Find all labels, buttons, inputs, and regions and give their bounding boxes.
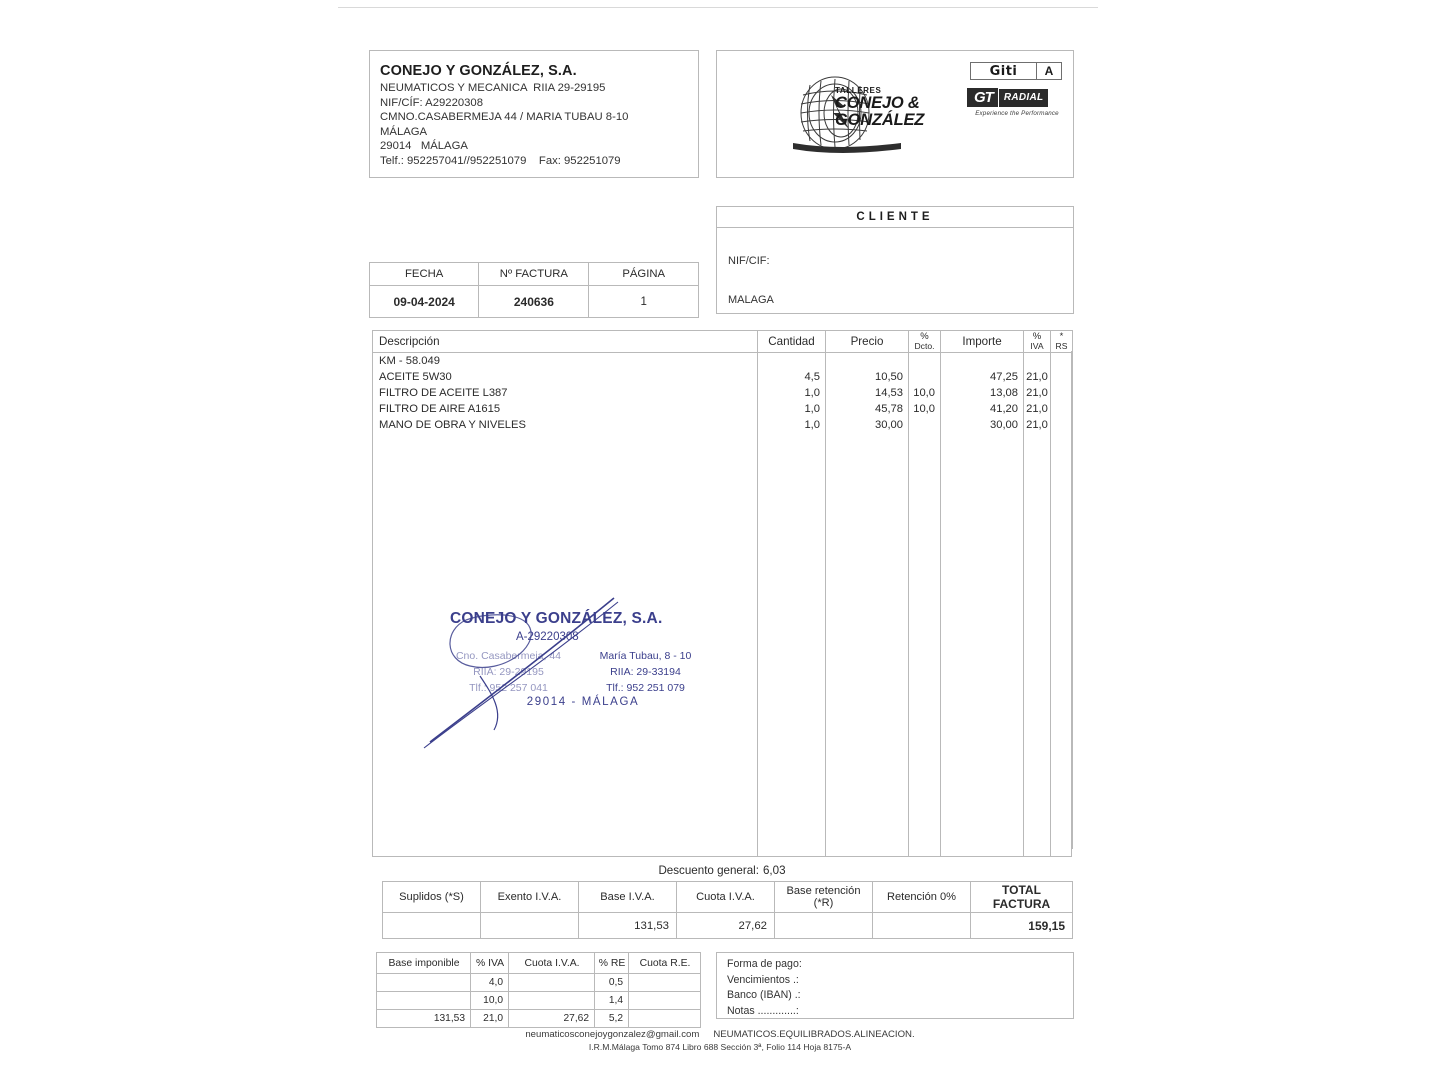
stamp-nif: A-29220308: [516, 631, 579, 643]
line-item-amount: [941, 353, 1024, 370]
issuer-nif: NIF/CÍF: A29220308: [380, 96, 483, 109]
general-discount-value: 6,03: [762, 864, 786, 877]
line-item-row: [373, 385, 1073, 401]
line-item-row-empty: [373, 801, 1073, 817]
vat-header-cuota-re: Cuota R.E.: [629, 953, 701, 974]
tyre-logo-wordmark: [835, 87, 924, 128]
line-item-row-empty: [373, 561, 1073, 577]
line-item-quantity: 4,5: [758, 369, 826, 385]
issuer-phone-fax: Telf.: 952257041//952251079 Fax: 952251079: [380, 154, 621, 167]
line-item-discount: [909, 369, 941, 385]
logo-gonzalez-label: GONZÁLEZ: [835, 110, 925, 129]
line-item-vat: 21,0: [1024, 369, 1051, 385]
line-item-quantity: [758, 353, 826, 370]
vat-breakdown-row: [377, 992, 701, 1010]
col-header-iva: [1024, 331, 1051, 353]
totals-value-base-retencion: [775, 913, 873, 939]
vat-row-pct-re: 1,4: [595, 992, 629, 1010]
line-item-amount: 41,20: [941, 401, 1024, 417]
line-item-description: FILTRO DE AIRE A1615: [373, 401, 758, 417]
giti-wordmark: Giti: [989, 63, 1018, 79]
value-numero-factura: 240636: [479, 286, 589, 318]
footer-services: NEUMATICOS.EQUILIBRADOS.ALINEACION.: [713, 1029, 915, 1040]
general-discount-line: [372, 864, 1072, 877]
line-item-discount: [909, 417, 941, 433]
line-item-row-empty: [373, 513, 1073, 529]
col-header-rs-star: *: [1059, 331, 1064, 343]
stamp-left-phone: Tlf.: 952 257 041: [469, 682, 548, 694]
totals-table: [382, 881, 1073, 939]
page-footer: [0, 1029, 1440, 1052]
line-item-price: 10,50: [826, 369, 909, 385]
line-item-vat: 21,0: [1024, 385, 1051, 401]
line-item-row-empty: [373, 769, 1073, 785]
value-pagina: 1: [589, 286, 699, 318]
vat-row-cuota-re: [629, 992, 701, 1010]
gt-wordmark: GT: [967, 88, 998, 107]
line-item-rs: [1051, 369, 1073, 385]
vat-row-cuota-re: [629, 1010, 701, 1028]
invoice-meta-table: [369, 262, 699, 318]
issuer-postal-city: 29014 MÁLAGA: [380, 140, 468, 152]
company-stamp: [428, 600, 728, 750]
vat-row-base: [377, 974, 471, 992]
vat-header-cuota-iva: Cuota I.V.A.: [509, 953, 595, 974]
totals-value-cuota-iva: 27,62: [677, 913, 775, 939]
vat-breakdown-header-row: [377, 953, 701, 974]
brand-logo-box: [716, 50, 1074, 178]
general-discount-label: Descuento general:: [658, 864, 759, 877]
vat-header-pct-iva: % IVA: [471, 953, 509, 974]
giti-mark-icon: A: [1036, 63, 1061, 79]
stamp-right-address: María Tubau, 8 - 10: [599, 650, 692, 662]
vat-breakdown-row: [377, 1010, 701, 1028]
line-item-row: [373, 401, 1073, 417]
vat-row-pct-iva: 4,0: [471, 974, 509, 992]
line-item-row-empty: [373, 545, 1073, 561]
payment-due-dates-label: Vencimientos .:: [727, 973, 799, 986]
value-fecha: 09-04-2024: [370, 286, 479, 318]
footer-contact-line: [0, 1029, 1440, 1040]
line-items-header-row: [373, 331, 1073, 353]
col-header-importe: Importe: [941, 331, 1024, 353]
vat-row-base: 131,53: [377, 1010, 471, 1028]
footer-email: neumaticosconejoygonzalez@gmail.com: [525, 1029, 700, 1040]
line-item-price: 14,53: [826, 385, 909, 401]
vat-row-cuota-iva: [509, 974, 595, 992]
payment-notes-label: Notas .............:: [727, 1004, 799, 1017]
client-box: [716, 206, 1074, 314]
line-item-rs: [1051, 353, 1073, 370]
col-header-rs: [1051, 331, 1073, 353]
totals-header-total-factura: TOTAL FACTURA: [971, 882, 1073, 913]
line-items-bottom-rule: [372, 856, 1072, 857]
line-item-vat: [1024, 353, 1051, 370]
client-city: MALAGA: [728, 294, 774, 306]
line-item-row-empty: [373, 497, 1073, 513]
line-item-discount: [909, 353, 941, 370]
vat-breakdown-body: [377, 974, 701, 1028]
line-item-quantity: 1,0: [758, 385, 826, 401]
line-item-discount: 10,0: [909, 401, 941, 417]
line-item-row-empty: [373, 785, 1073, 801]
totals-value-exento-iva: [481, 913, 579, 939]
invoice-meta-header-row: [370, 263, 699, 286]
vat-row-pct-iva: 21,0: [471, 1010, 509, 1028]
line-item-row: [373, 417, 1073, 433]
line-item-row: [373, 353, 1073, 370]
line-item-row-empty: [373, 817, 1073, 833]
col-header-cantidad: Cantidad: [758, 331, 826, 353]
line-item-row: [373, 369, 1073, 385]
line-item-price: 45,78: [826, 401, 909, 417]
col-header-iva-label: IVA: [1030, 340, 1044, 351]
vat-row-pct-re: 0,5: [595, 974, 629, 992]
totals-value-base-iva: 131,53: [579, 913, 677, 939]
stamp-right-phone: Tlf.: 952 251 079: [606, 682, 685, 694]
line-item-row-empty: [373, 833, 1073, 849]
line-item-quantity: 1,0: [758, 401, 826, 417]
gt-radial-bar: [967, 88, 1067, 107]
vat-header-pct-re: % RE: [595, 953, 629, 974]
logo-talleres-label: TALLERES: [835, 86, 882, 95]
client-nif-label: NIF/CIF:: [728, 255, 770, 267]
line-item-rs: [1051, 417, 1073, 433]
col-header-rs-label: RS: [1055, 340, 1068, 351]
line-item-quantity: 1,0: [758, 417, 826, 433]
payment-bank-iban-label: Banco (IBAN) .:: [727, 989, 801, 1001]
stamp-left-address-block: [436, 648, 581, 696]
client-heading: CLIENTE: [717, 207, 1073, 228]
line-item-row-empty: [373, 465, 1073, 481]
col-header-descuento: [909, 331, 941, 353]
footer-registry: I.R.M.Málaga Tomo 874 Libro 688 Sección 3ª, Folio 114 Hoja 8175-A: [588, 1042, 852, 1052]
stamp-right-riia: RIIA: 29-33194: [610, 666, 681, 678]
col-header-precio: Precio: [826, 331, 909, 353]
vat-row-cuota-iva: 27,62: [509, 1010, 595, 1028]
payment-method-label: Forma de pago:: [727, 958, 802, 970]
col-header-descuento-label: Dcto.: [914, 340, 935, 351]
line-item-description: KM - 58.049: [373, 353, 758, 370]
line-item-rs: [1051, 401, 1073, 417]
header-fecha: FECHA: [370, 263, 479, 286]
totals-header-base-iva: Base I.V.A.: [579, 882, 677, 913]
line-item-price: [826, 353, 909, 370]
invoice-meta-value-row: [370, 286, 699, 318]
totals-header-cuota-iva: Cuota I.V.A.: [677, 882, 775, 913]
giti-logo: [970, 62, 1062, 80]
totals-value-retencion: [873, 913, 971, 939]
line-item-price: 30,00: [826, 417, 909, 433]
stamp-company-name: CONEJO Y GONZÁLEZ, S.A.: [450, 610, 663, 627]
vat-header-base-imponible: Base imponible: [377, 953, 471, 974]
issuer-province: MÁLAGA: [380, 125, 428, 138]
vat-row-pct-iva: 10,0: [471, 992, 509, 1010]
stamp-left-riia: RIIA: 29-29195: [473, 666, 544, 678]
issuer-details-box: [369, 50, 699, 178]
payment-details-box: [716, 952, 1074, 1019]
issuer-activity: NEUMATICOS Y MECANICA RIIA 29-29195: [380, 82, 606, 94]
vat-breakdown-row: [377, 974, 701, 992]
line-item-row-empty: [373, 753, 1073, 769]
vat-row-base: [377, 992, 471, 1010]
line-item-vat: 21,0: [1024, 401, 1051, 417]
stamp-left-address: Cno. Casabermeja, 44: [455, 650, 562, 662]
gt-radial-logo: [967, 88, 1067, 117]
issuer-name: CONEJO Y GONZÁLEZ, S.A.: [380, 63, 577, 79]
line-item-amount: 47,25: [941, 369, 1024, 385]
line-item-rs: [1051, 385, 1073, 401]
col-header-iva-pct: %: [1032, 331, 1042, 343]
line-item-description: MANO DE OBRA Y NIVELES: [373, 417, 758, 433]
line-item-row-empty: [373, 433, 1073, 449]
vat-row-cuota-re: [629, 974, 701, 992]
totals-header-row: [383, 882, 1073, 913]
line-item-amount: 13,08: [941, 385, 1024, 401]
stamp-city: 29014 - MÁLAGA: [526, 696, 640, 708]
line-item-row-empty: [373, 529, 1073, 545]
vat-breakdown-table: [376, 952, 701, 1028]
page-top-rule: [338, 7, 1098, 8]
logo-conejo-label: CONEJO &: [835, 94, 920, 112]
issuer-address: CMNO.CASABERMEJA 44 / MARIA TUBAU 8-10: [380, 111, 629, 123]
totals-value-suplidos: [383, 913, 481, 939]
col-header-descuento-pct: %: [920, 331, 929, 343]
gt-tagline: Experience the Performance: [975, 110, 1059, 117]
line-item-row-empty: [373, 449, 1073, 465]
line-item-description: FILTRO DE ACEITE L387: [373, 385, 758, 401]
line-item-row-empty: [373, 481, 1073, 497]
totals-header-exento-iva: Exento I.V.A.: [481, 882, 579, 913]
line-item-description: ACEITE 5W30: [373, 369, 758, 385]
radial-wordmark: RADIAL: [999, 89, 1049, 107]
col-header-descripcion: Descripción: [373, 331, 758, 353]
totals-header-suplidos: Suplidos (*S): [383, 882, 481, 913]
line-item-amount: 30,00: [941, 417, 1024, 433]
totals-value-row: [383, 913, 1073, 939]
totals-header-base-retencion: Base retención (*R): [775, 882, 873, 913]
header-pagina: PÁGINA: [589, 263, 699, 286]
totals-value-total-factura: 159,15: [971, 913, 1073, 939]
vat-row-cuota-iva: [509, 992, 595, 1010]
stamp-right-address-block: [573, 648, 718, 696]
line-item-discount: 10,0: [909, 385, 941, 401]
vat-row-pct-re: 5,2: [595, 1010, 629, 1028]
line-item-vat: 21,0: [1024, 417, 1051, 433]
totals-header-retencion: Retención 0%: [873, 882, 971, 913]
header-numero-factura: Nº FACTURA: [479, 263, 589, 286]
